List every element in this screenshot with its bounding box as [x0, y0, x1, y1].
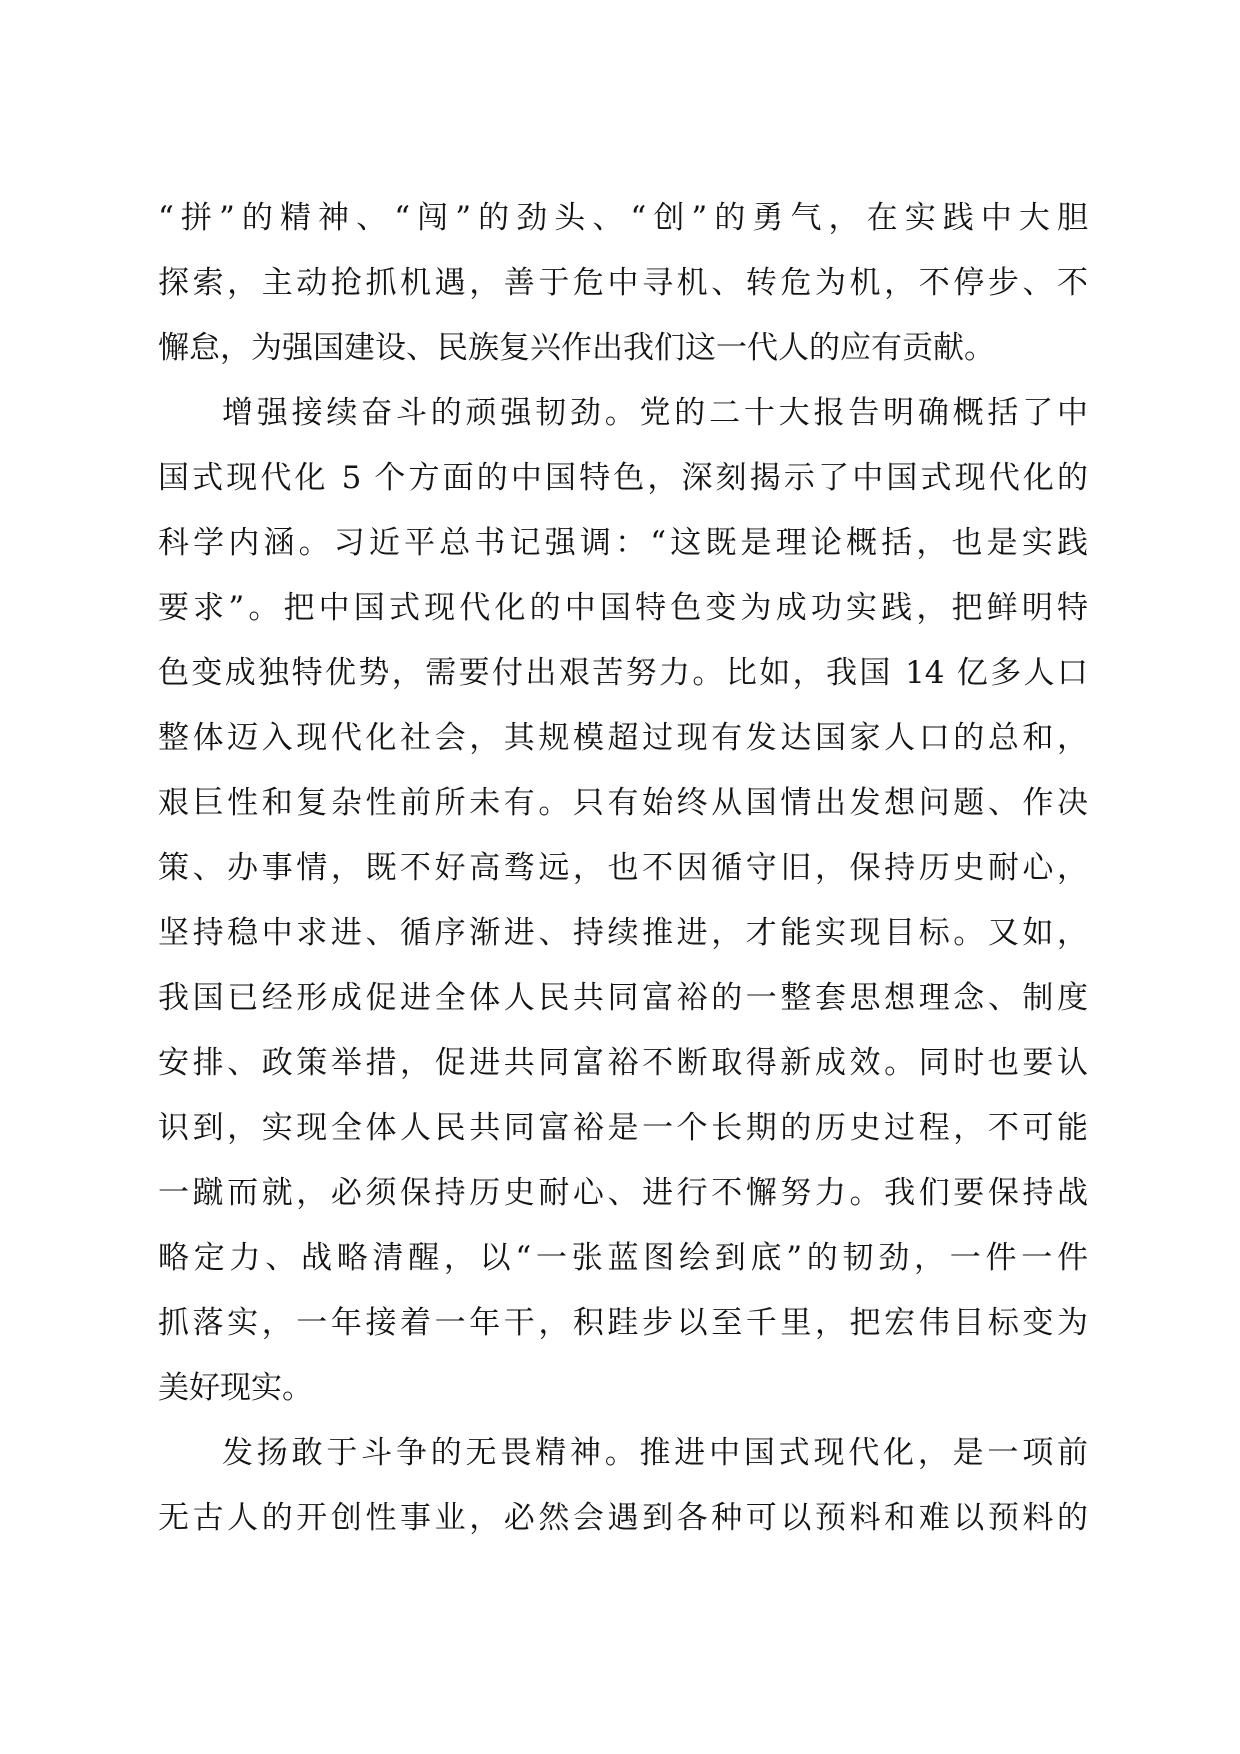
text-line: 艰巨性和复杂性前所未有。只有始终从国情出发想问题、作决 — [158, 785, 1088, 821]
text-line: 科学内涵。习近平总书记强调：“这既是理论概括，也是实践 — [158, 525, 1088, 561]
text-line: 略定力、战略清醒，以“一张蓝图绘到底”的韧劲，一件一件 — [158, 1240, 1088, 1276]
text-line: 我国已经形成促进全体人民共同富裕的一整套思想理念、制度 — [158, 980, 1088, 1016]
text-line: 识到，实现全体人民共同富裕是一个长期的历史过程，不可能 — [158, 1110, 1088, 1146]
text-line: 国式现代化 5 个方面的中国特色，深刻揭示了中国式现代化的 — [158, 460, 1088, 496]
text-line: 一蹴而就，必须保持历史耐心、进行不懈努力。我们要保持战 — [158, 1175, 1088, 1211]
text-line: 安排、政策举措，促进共同富裕不断取得新成效。同时也要认 — [158, 1045, 1088, 1081]
text-line: 探索，主动抢抓机遇，善于危中寻机、转危为机，不停步、不 — [158, 265, 1088, 301]
paragraph — [158, 186, 1088, 381]
text-line: 美好现实。 — [158, 1370, 313, 1406]
text-line: 发扬敢于斗争的无畏精神。推进中国式现代化，是一项前 — [222, 1435, 1088, 1471]
text-line: 要求”。把中国式现代化的中国特色变为成功实践，把鲜明特 — [158, 590, 1088, 626]
paragraph — [158, 1421, 1088, 1551]
text-line: 色变成独特优势，需要付出艰苦努力。比如，我国 14 亿多人口 — [158, 655, 1088, 691]
text-line: “拼”的精神、“闯”的劲头、“创”的勇气，在实践中大胆 — [158, 200, 1088, 236]
text-line: 增强接续奋斗的顽强韧劲。党的二十大报告明确概括了中 — [222, 395, 1088, 431]
text-line: 整体迈入现代化社会，其规模超过现有发达国家人口的总和， — [158, 720, 1088, 756]
paragraph — [158, 381, 1088, 1421]
text-line: 坚持稳中求进、循序渐进、持续推进，才能实现目标。又如， — [158, 915, 1088, 951]
text-line: 懈怠，为强国建设、民族复兴作出我们这一代人的应有贡献。 — [158, 330, 995, 366]
text-line: 抓落实，一年接着一年干，积跬步以至千里，把宏伟目标变为 — [158, 1305, 1088, 1341]
text-line: 无古人的开创性事业，必然会遇到各种可以预料和难以预料的 — [158, 1500, 1088, 1536]
text-line: 策、办事情，既不好高骛远，也不因循守旧，保持历史耐心， — [158, 850, 1088, 886]
body-text — [158, 186, 1088, 1551]
